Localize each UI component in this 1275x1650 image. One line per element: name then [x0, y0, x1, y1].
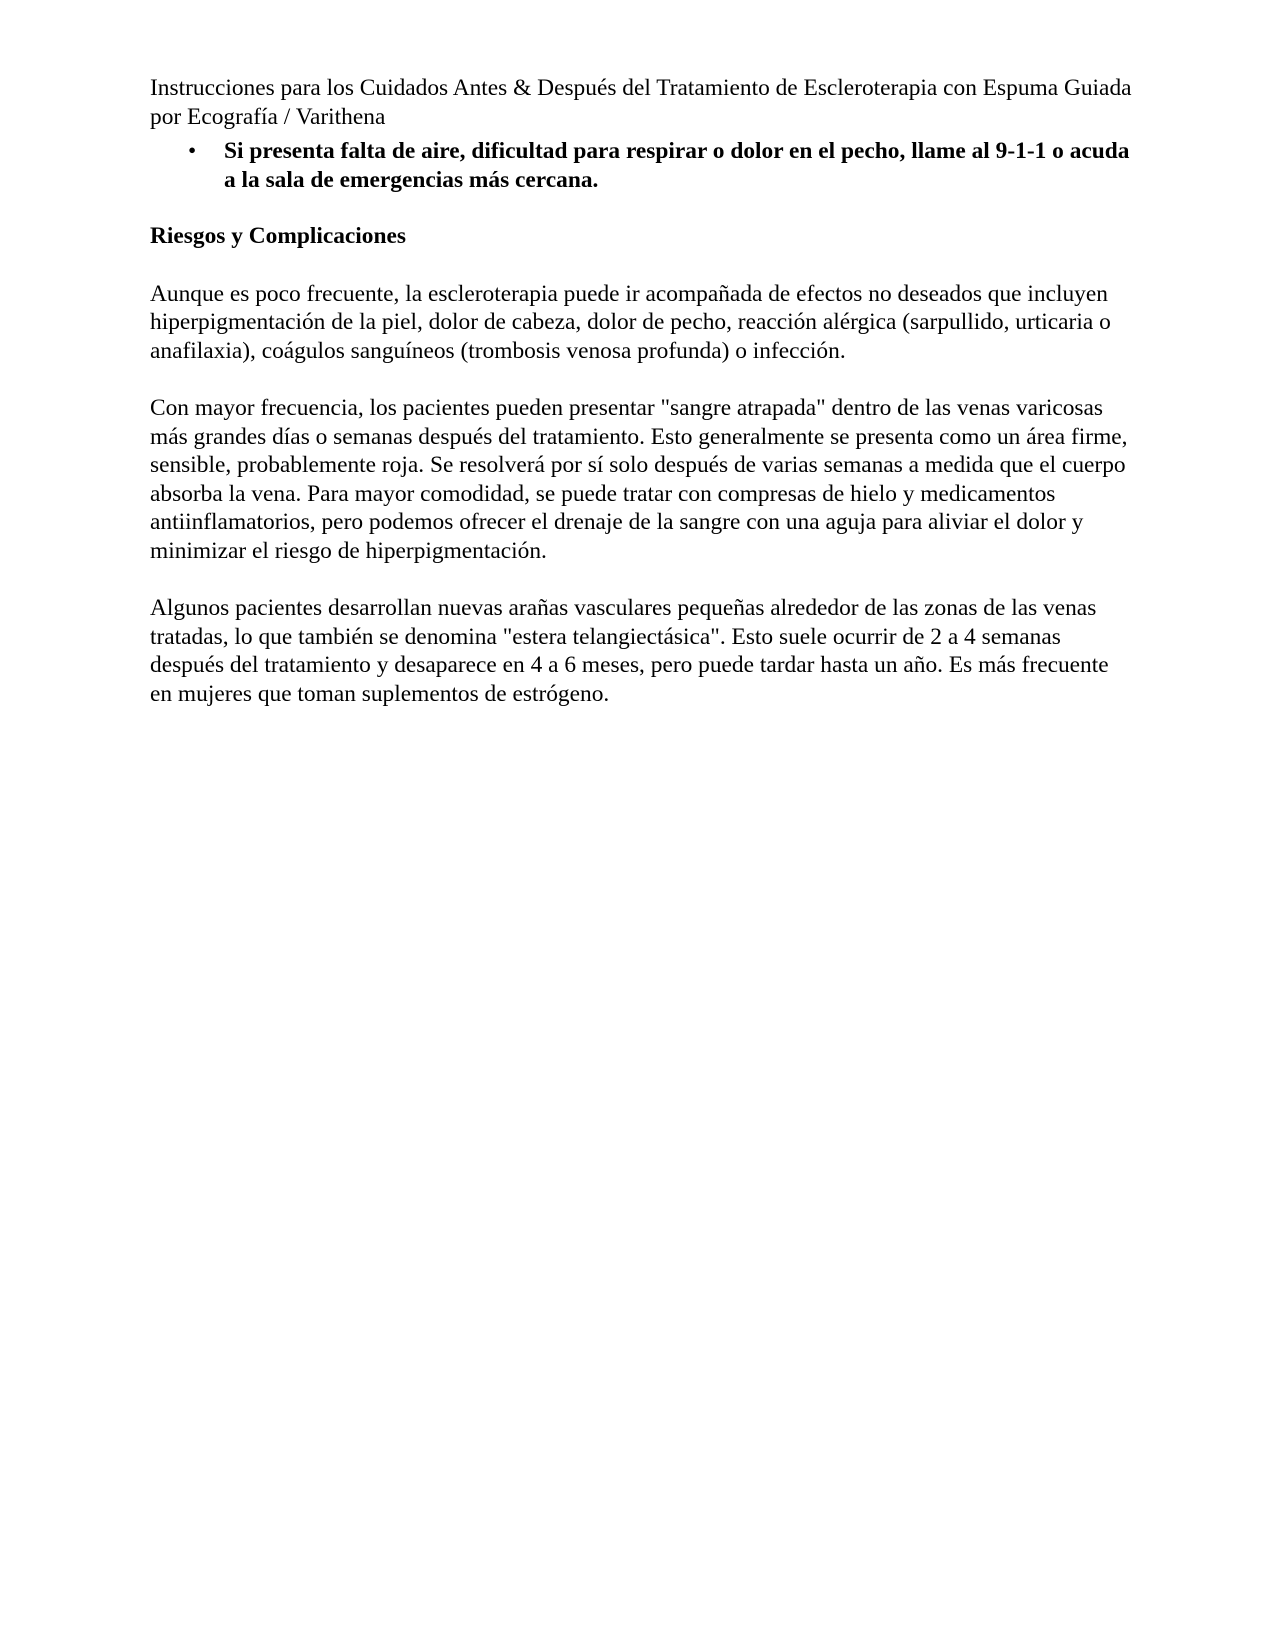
document-page	[150, 74, 1135, 708]
warning-text: Si presenta falta de aire, dificultad para respirar o dolor en el pecho, llame al 9-1-1 o acuda a la sala de emergencias más cercana.	[224, 138, 1130, 193]
warning-list-item	[150, 137, 1135, 194]
paragraph-spider-veins: Algunos pacientes desarrollan nuevas arañas vasculares pequeñas alrededor de las zonas de las venas tratadas, lo que también se denomina "estera telangiectásica". Esto suele ocurrir de 2 a 4 semanas después del tratamiento y desaparece en 4 a 6 meses, pero puede tardar hasta un año. Es más frecuente en mujeres que toman suplementos de estrógeno.	[150, 595, 1109, 707]
section-heading: Riesgos y Complicaciones	[150, 223, 406, 249]
paragraph-trapped-blood: Con mayor frecuencia, los pacientes pueden presentar "sangre atrapada" dentro de las venas varicosas más grandes días o semanas después del tratamiento. Esto generalmente se presenta como un área firme, sensible, probablemente roja. Se resolverá por sí solo después de varias semanas a medida que el cuerpo absorba la vena. Para mayor comodidad, se puede tratar con compresas de hielo y medicamentos antiinflamatorios, pero podemos ofrecer el drenaje de la sangre con una aguja para aliviar el dolor y minimizar el riesgo de hiperpigmentación.	[150, 395, 1128, 564]
warning-list	[150, 137, 1135, 194]
bullet-icon: •	[188, 138, 197, 164]
paragraph-risks: Aunque es poco frecuente, la escleroterapia puede ir acompañada de efectos no deseados que incluyen hiperpigmentación de la piel, dolor de cabeza, dolor de pecho, reacción alérgica (sarpullido, urticaria o anafilaxia), coágulos sanguíneos (trombosis venosa profunda) o infección.	[150, 280, 1111, 364]
header-title: Instrucciones para los Cuidados Antes & Después del Tratamiento de Escleroterapia con Espuma Guiada por Ecografía / Varithena	[150, 75, 1132, 130]
